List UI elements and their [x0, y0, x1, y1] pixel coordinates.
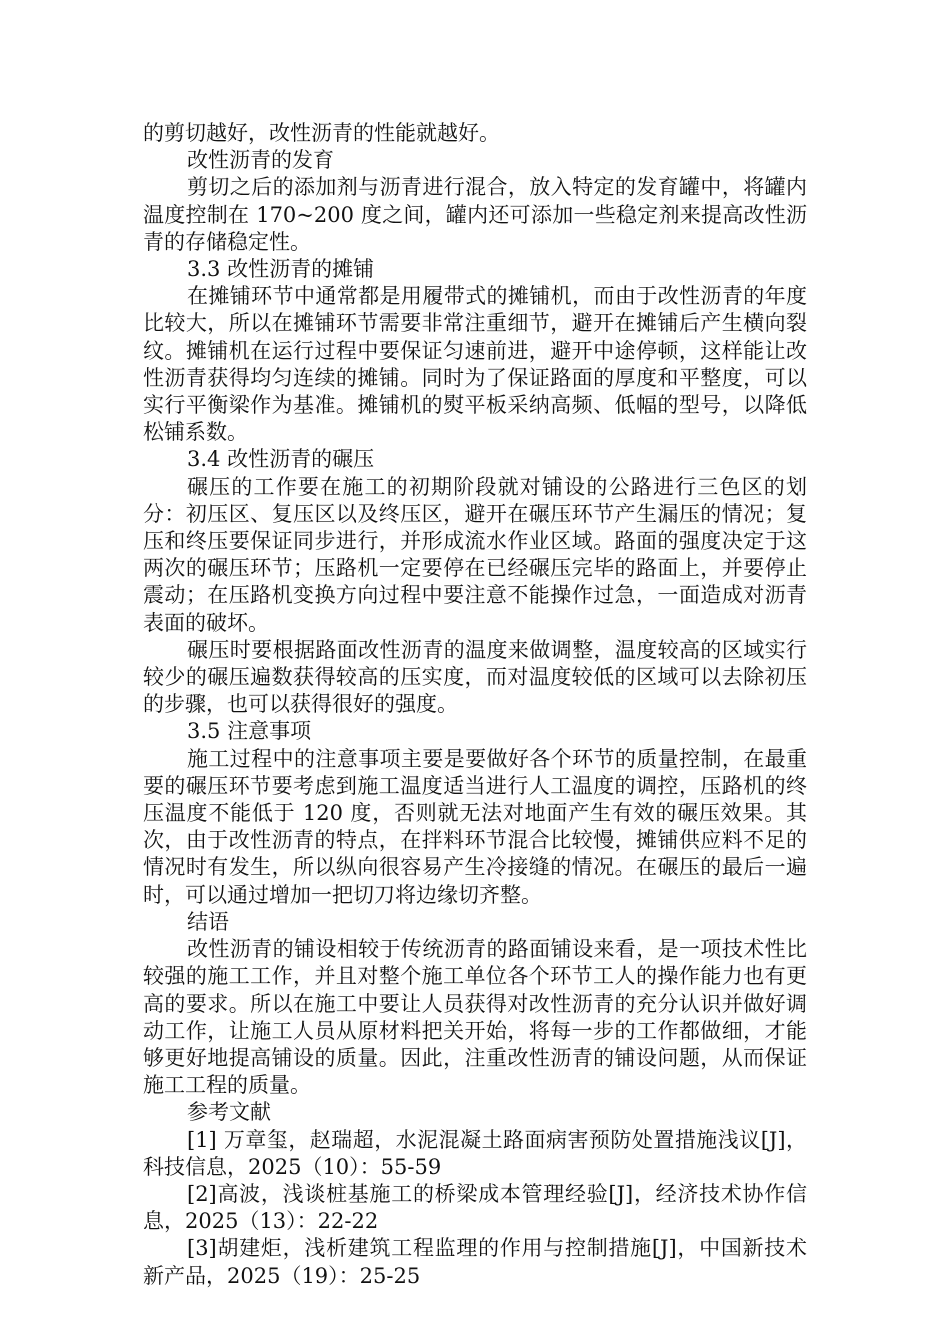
paragraph-rolling-zones: 碾压的工作要在施工的初期阶段就对铺设的公路进行三色区的划分：初压区、复压区以及终压区，避开在碾压环节产生漏压的情况；复压和终压要保证同步进行，并形成流水作业区域。路面的强度决定于这两次的碾压环节；压路机一定要停在已经碾压完毕的路面上，并要停止震动；在压路机变换方向过程中要注意不能操作过急，一面造成对沥青表面的破坏。	[143, 474, 807, 635]
section-heading-conclusion: 结语	[187, 909, 229, 934]
document-body	[143, 120, 807, 1290]
paragraph-rolling-temperature: 碾压时要根据路面改性沥青的温度来做调整，温度较高的区域实行较少的碾压遍数获得较高的压实度，而对温度较低的区域可以去除初压的步骤，也可以获得很好的强度。	[143, 637, 807, 717]
paragraph-conclusion: 改性沥青的铺设相较于传统沥青的路面铺设来看，是一项技术性比较强的施工工作，并且对整个施工单位各个环节工人的操作能力也有更高的要求。所以在施工中要让人员获得对改性沥青的充分认识并做好调动工作，让施工人员从原材料把关开始，将每一步的工作都做细，才能够更好地提高铺设的质量。因此，注重改性沥青的铺设问题，从而保证施工工程的质量。	[143, 937, 807, 1098]
section-heading-3-4-rolling: 3.4 改性沥青的碾压	[187, 447, 375, 472]
paragraph-paving: 在摊铺环节中通常都是用履带式的摊铺机，而由于改性沥青的年度比较大，所以在摊铺环节需要非常注重细节，避开在摊铺后产生横向裂纹。摊铺机在运行过程中要保证匀速前进，避开中途停顿，这样能让改性沥青获得均匀连续的摊铺。同时为了保证路面的厚度和平整度，可以实行平衡梁作为基准。摊铺机的熨平板采纳高频、低幅的型号，以降低松铺系数。	[143, 284, 807, 445]
paragraph-continuation: 的剪切越好，改性沥青的性能就越好。	[143, 121, 500, 145]
section-heading-3-3-paving: 3.3 改性沥青的摊铺	[187, 257, 375, 282]
paragraph-development: 剪切之后的添加剂与沥青进行混合，放入特定的发育罐中，将罐内温度控制在 170~200 度之间，罐内还可添加一些稳定剂来提高改性沥青的存储稳定性。	[143, 175, 807, 254]
paragraph-notes: 施工过程中的注意事项主要是要做好各个环节的质量控制，在最重要的碾压环节要考虑到施工温度适当进行人工温度的调控，压路机的终压温度不能低于 120 度，否则就无法对地面产生有效的碾压效果。其次，由于改性沥青的特点，在拌料环节混合比较慢，摊铺供应料不足的情况时有发生，所以纵向很容易产生冷接缝的情况。在碾压的最后一遍时，可以通过增加一把切刀将边缘切齐整。	[143, 746, 807, 907]
reference-item-3: [3]胡建炬，浅析建筑工程监理的作用与控制措施[J]，中国新技术新产品，2025（19）：25-25	[143, 1236, 807, 1288]
reference-item-1: [1] 万章玺，赵瑞超，水泥混凝土路面病害预防处置措施浅议[J]，科技信息，2025（10）：55-59	[143, 1127, 807, 1179]
section-heading-references: 参考文献	[187, 1100, 271, 1125]
section-heading-3-5-notes: 3.5 注意事项	[187, 719, 312, 744]
reference-item-2: [2]高波，浅谈桩基施工的桥梁成本管理经验[J]，经济技术协作信息，2025（13）：22-22	[143, 1181, 807, 1234]
section-heading-modified-asphalt-development: 改性沥青的发育	[187, 148, 334, 173]
